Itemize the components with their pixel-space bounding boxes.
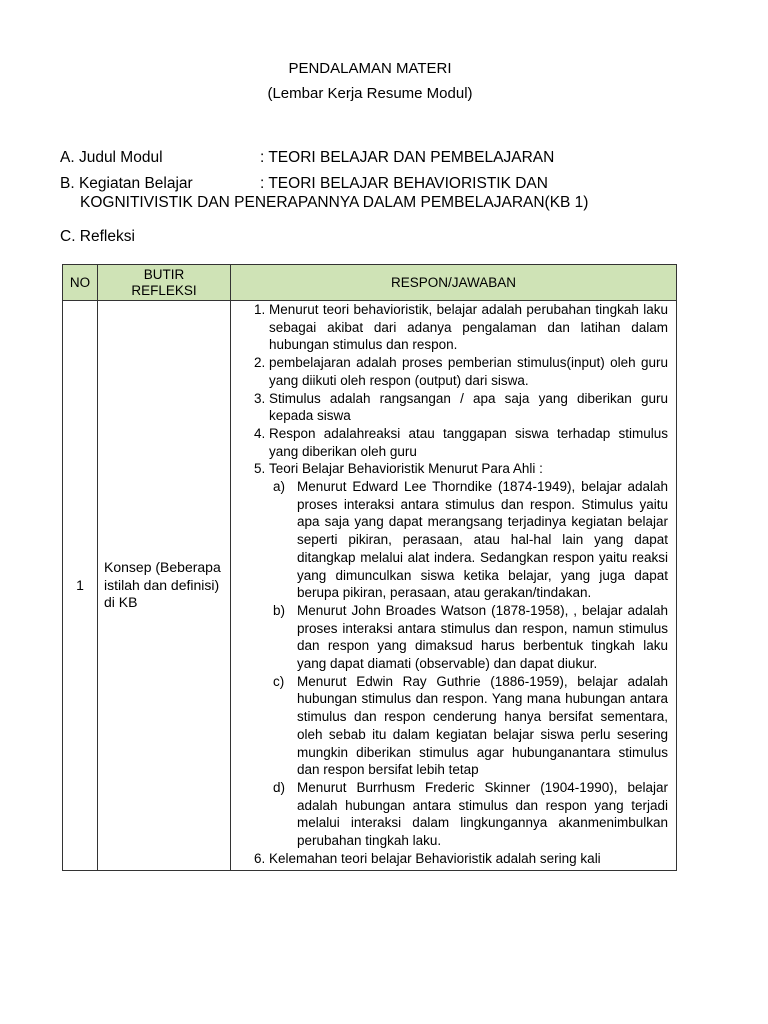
list-item <box>269 460 668 849</box>
header-butir-line1: BUTIR <box>143 266 185 282</box>
sub-list-text: Menurut Edward Lee Thorndike (1874-1949), belajar adalah proses interaksi antara stimulus dan respon. Stimulus yaitu apa saja yang dapat merangsang terjadinya kegiatan belajar seperti pikiran, perasaan, atau hal-hal lain yang dapat ditangkap melalui alat indera. Sedangkan respon yaitu reaksi yang dimunculkan siswa ketika belajar, yang juga dapat berupa pikiran, perasaan, atau gerakan/tindakan. <box>297 479 668 601</box>
judul-modul-value: : TEORI BELAJAR DAN PEMBELAJARAN <box>260 149 555 166</box>
list-item: 2. pembelajaran adalah proses pemberian stimulus(input) oleh guru yang diikuti oleh respon (output) dari siswa. <box>269 354 668 389</box>
header-butir-refleksi <box>98 265 231 301</box>
list-item: 3. Stimulus adalah rangsangan / apa saja yang diberikan guru kepada siswa <box>269 390 668 425</box>
sub-list-marker: b) <box>273 602 286 618</box>
sub-list-item <box>273 602 668 673</box>
row-number: 1 <box>63 301 98 871</box>
kegiatan-belajar-value: : TEORI BELAJAR BEHAVIORISTIK DAN <box>260 175 548 192</box>
row-respon <box>231 301 677 871</box>
header-butir-line2: REFLEKSI <box>131 282 197 298</box>
list-item: 1. Menurut teori behavioristik, belajar adalah perubahan tingkah laku sebagai akibat dari adanya pengalaman dan latihan dalam hubungan stimulus dan respon. <box>269 301 668 354</box>
list-item: 6. Kelemahan teori belajar Behavioristik adalah sering kali <box>269 850 668 868</box>
list-item: 4. Respon adalahreaksi atau tanggapan siswa terhadap stimulus yang diberikan oleh guru <box>269 425 668 460</box>
kegiatan-belajar-continuation: KOGNITIVISTIK DAN PENERAPANNYA DALAM PEMBELAJARAN(KB 1) <box>80 194 589 211</box>
judul-modul-label: A. Judul Modul <box>60 149 163 166</box>
sub-list-text: Menurut Edwin Ray Guthrie (1886-1959), belajar adalah hubungan stimulus dan respon. Yang mana hubungan antara stimulus dan respon cenderung hanya bersifat sementara, oleh sebab itu dalam kegiatan belajar siswa perlu sesering mungkin diberikan stimulus agar hubunganantara stimulus dan respon bersifat lebih tetap <box>297 673 668 778</box>
ahli-sublist <box>269 478 668 850</box>
sub-list-item <box>273 478 668 602</box>
kegiatan-belajar-label: B. Kegiatan Belajar <box>60 175 193 192</box>
list-item-text: Teori Belajar Behavioristik Menurut Para Ahli : <box>269 461 543 477</box>
respon-list <box>241 301 668 868</box>
table-header-row <box>63 265 677 301</box>
refleksi-table <box>62 264 677 871</box>
page-title: PENDALAMAN MATERI <box>288 60 452 77</box>
sub-list-item <box>273 673 668 779</box>
sub-list-marker: c) <box>273 673 285 689</box>
sub-list-text: Menurut Burrhusm Frederic Skinner (1904-1990), belajar adalah hubungan antara stimulus dan respon yang terjadi melalui interaksi dalam lingkungannya akanmenimbulkan perubahan tingkah laku. <box>297 779 668 849</box>
header-respon-jawaban: RESPON/JAWABAN <box>231 265 677 301</box>
sub-list-text: Menurut John Broades Watson (1878-1958), , belajar adalah proses interaksi antara stimulus dan respon, namun stimulus dan respon yang dimaksud harus berbentuk tingkah laku yang dapat diamati (observable) dan dapat diukur. <box>297 602 668 672</box>
page-subtitle: (Lembar Kerja Resume Modul) <box>267 85 473 102</box>
header-no: NO <box>63 265 98 301</box>
row-butir: Konsep (Beberapa istilah dan definisi) di KB <box>98 301 231 871</box>
judul-modul-line <box>60 147 554 169</box>
sub-list-marker: a) <box>273 479 286 495</box>
sub-list-marker: d) <box>273 779 286 795</box>
refleksi-label: C. Refleksi <box>60 228 135 245</box>
sub-list-item <box>273 779 668 850</box>
table-row <box>63 301 677 871</box>
